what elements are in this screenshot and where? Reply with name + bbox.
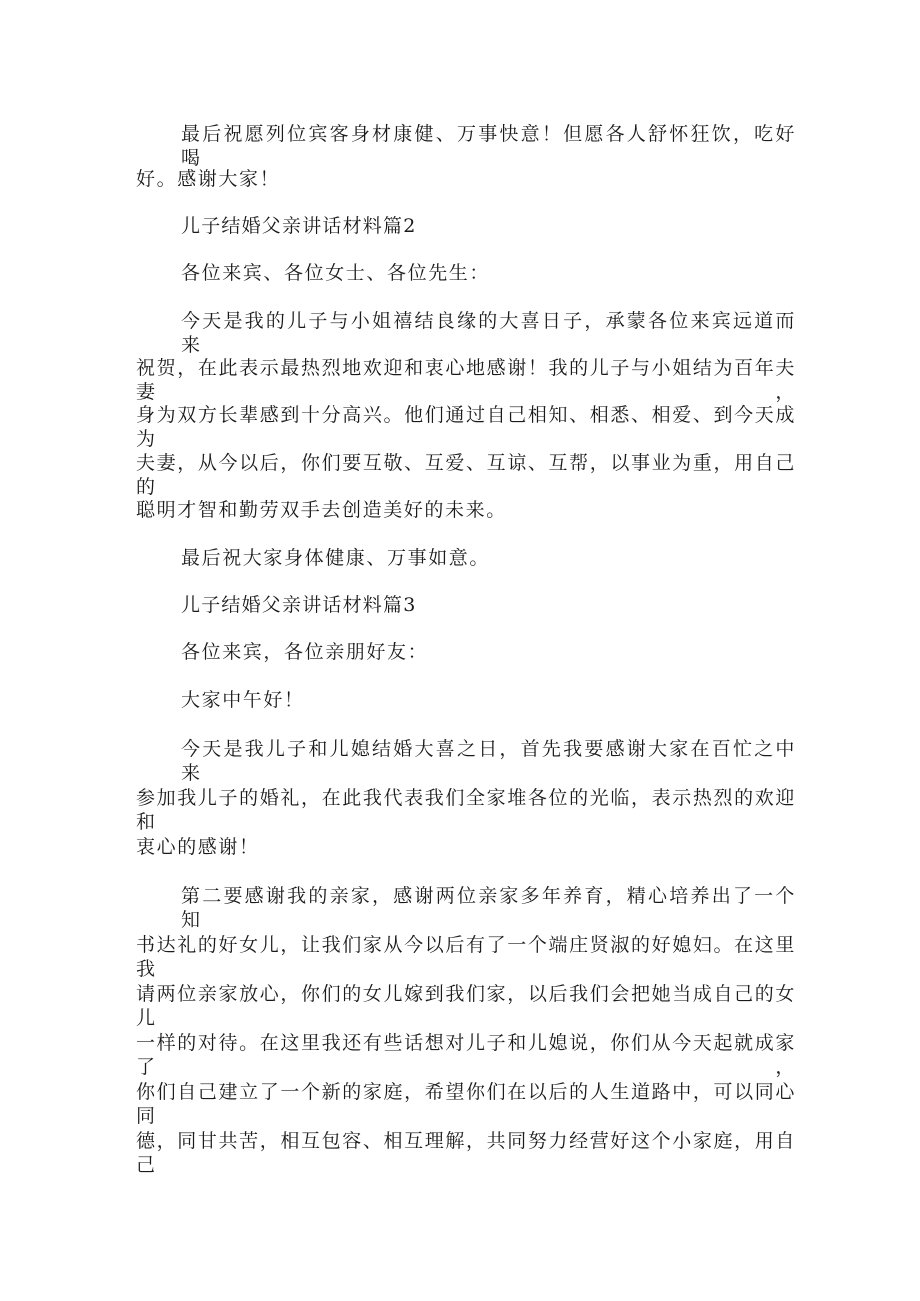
- section-heading: 儿子结婚父亲讲话材料篇3: [181, 594, 417, 616]
- paragraph-line: 一样的对待。在这里我还有些话想对儿子和儿媳说，你们从今天起就成家了，: [136, 1032, 796, 1078]
- salutation-line: 各位来宾、各位女士、各位先生：: [181, 262, 491, 284]
- greeting-line: 大家中午好！: [181, 689, 305, 711]
- paragraph-line: 今天是我儿子和儿媳结婚大喜之日，首先我要感谢大家在百忙之中来: [181, 738, 796, 784]
- salutation-line: 各位来宾，各位亲朋好友：: [181, 641, 429, 663]
- paragraph-line: 夫妻，从今以后，你们要互敬、互爱、互谅、互帮，以事业为重，用自己的: [136, 452, 796, 498]
- paragraph-line: 今天是我的儿子与小姐禧结良缘的大喜日子，承蒙各位来宾远道而来: [181, 310, 796, 356]
- paragraph-line: 衷心的感谢！: [136, 836, 260, 858]
- paragraph-line: 参加我儿子的婚礼，在此我代表我们全家堆各位的光临，表示热烈的欢迎和: [136, 787, 796, 833]
- paragraph-line: 聪明才智和勤劳双手去创造美好的未来。: [136, 499, 507, 521]
- paragraph-line: 书达礼的好女儿，让我们家从今以后有了一个端庄贤淑的好媳妇。在这里我: [136, 934, 796, 980]
- paragraph-line: 身为双方长辈感到十分高兴。他们通过自己相知、相悉、相爱、到今天成为: [136, 404, 796, 450]
- paragraph-line: 你们自己建立了一个新的家庭，希望你们在以后的人生道路中，可以同心同: [136, 1081, 796, 1127]
- section-heading: 儿子结婚父亲讲话材料篇2: [181, 215, 417, 237]
- paragraph-line: 请两位亲家放心，你们的女儿嫁到我们家，以后我们会把她当成自己的女儿: [136, 983, 796, 1029]
- paragraph-line: 最后祝愿列位宾客身材康健、万事快意！但愿各人舒怀狂饮，吃好喝: [181, 123, 796, 169]
- paragraph-line: 最后祝大家身体健康、万事如意。: [181, 547, 491, 569]
- paragraph-line: 祝贺，在此表示最热烈地欢迎和衷心地感谢！我的儿子与小姐结为百年夫妻，: [136, 357, 796, 403]
- paragraph-line: 好。感谢大家！: [136, 168, 281, 190]
- paragraph-line: 德，同甘共苦，相互包容、相互理解，共同努力经营好这个小家庭，用自己: [136, 1130, 796, 1176]
- paragraph-line: 第二要感谢我的亲家，感谢两位亲家多年养育，精心培养出了一个知: [181, 885, 796, 931]
